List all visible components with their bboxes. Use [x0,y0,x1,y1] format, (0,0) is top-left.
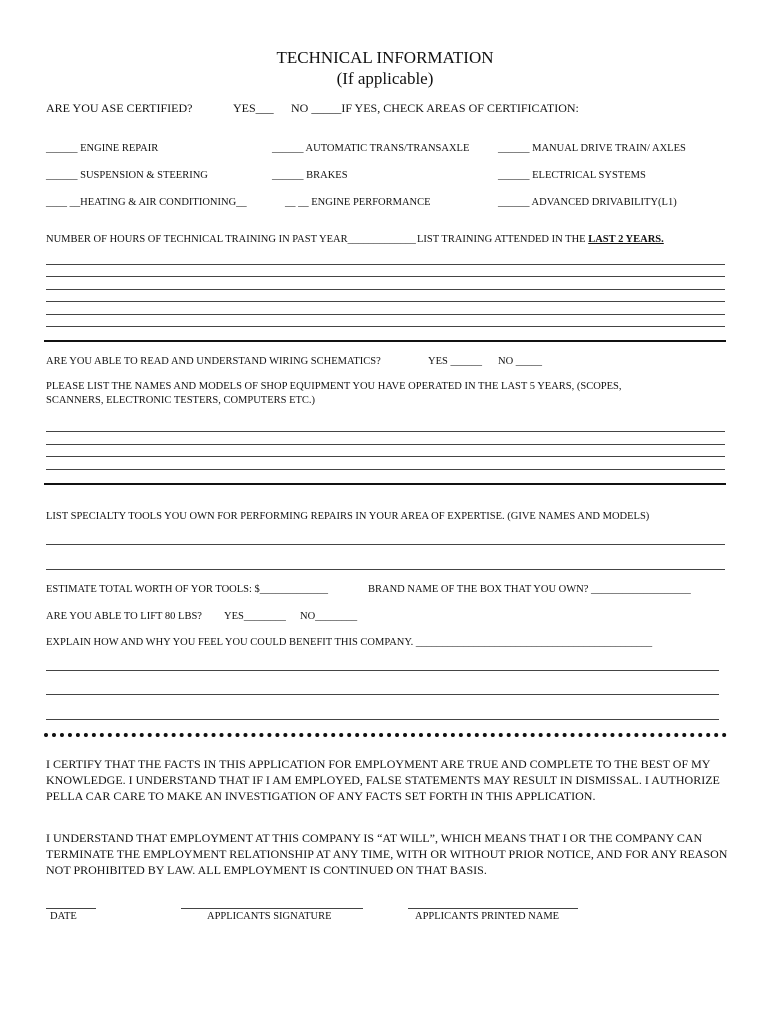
equipment-line[interactable] [46,444,725,445]
ase-yes-field[interactable]: YES___ [233,101,274,115]
equipment-question-line2: SCANNERS, ELECTRONIC TESTERS, COMPUTERS ETC.) [46,395,316,406]
ase-no-field[interactable]: NO _____IF YES, CHECK AREAS OF CERTIFICATION: [291,101,579,115]
signature-line[interactable] [181,908,363,909]
lift-question: ARE YOU ABLE TO LIFT 80 LBS? [46,611,202,622]
dotted-divider [44,733,727,737]
tools-line[interactable] [46,569,725,570]
training-list-emphasis: LAST 2 YEARS. [588,234,664,245]
tool-box-brand-field[interactable]: BRAND NAME OF THE BOX THAT YOU OWN? ___________________ [368,584,691,595]
training-line[interactable] [46,264,725,265]
training-line[interactable] [46,314,725,315]
tools-question: LIST SPECIALTY TOOLS YOU OWN FOR PERFORMING REPAIRS IN YOUR AREA OF EXPERTISE. (GIVE NAMES AND MODELS) [46,511,650,522]
area-automatic-trans[interactable]: ______ AUTOMATIC TRANS/TRANSAXLE [272,143,470,154]
wiring-no-field[interactable]: NO _____ [498,356,543,367]
training-hours-field[interactable]: NUMBER OF HOURS OF TECHNICAL TRAINING IN PAST YEAR_____________ [46,234,416,245]
equipment-line[interactable] [46,469,725,470]
section-divider [44,340,726,342]
benefit-line[interactable] [46,670,719,671]
area-engine-performance[interactable]: __ __ ENGINE PERFORMANCE [285,197,431,208]
benefit-line[interactable] [46,719,719,720]
lift-no-field[interactable]: NO________ [300,611,358,622]
area-electrical[interactable]: ______ ELECTRICAL SYSTEMS [498,170,646,181]
printed-name-label: APPLICANTS PRINTED NAME [415,911,560,922]
benefit-question: EXPLAIN HOW AND WHY YOU FEEL YOU COULD BENEFIT THIS COMPANY. _____________________________________________ [46,637,653,648]
date-label: DATE [50,911,77,922]
ase-question: ARE YOU ASE CERTIFIED? [46,101,193,115]
area-heating-ac[interactable]: ____ __HEATING & AIR CONDITIONING__ [46,197,247,208]
printed-name-line[interactable] [408,908,578,909]
section-divider [44,483,726,485]
page-subtitle: (If applicable) [336,69,434,88]
lift-yes-field[interactable]: YES________ [224,611,286,622]
area-manual-drive[interactable]: ______ MANUAL DRIVE TRAIN/ AXLES [498,143,686,154]
training-line[interactable] [46,289,725,290]
equipment-line[interactable] [46,431,725,432]
training-line[interactable] [46,326,725,327]
area-engine-repair[interactable]: ______ ENGINE REPAIR [46,143,159,154]
signature-label: APPLICANTS SIGNATURE [207,911,332,922]
training-list-label [417,234,664,245]
at-will-paragraph: I UNDERSTAND THAT EMPLOYMENT AT THIS COMPANY IS “AT WILL”, WHICH MEANS THAT I OR THE COMPANY CAN TERMINATE THE EMPLOYMENT RELATIONSHIP AT ANY TIME, WITH OR WITHOUT PRIOR NOTICE, AND FOR ANY REASON NOT PROHIBITED BY LAW. ALL EMPLOYMENT IS CONTINUED ON THAT BASIS. [46,831,728,877]
page-title: TECHNICAL INFORMATION [276,48,494,67]
equipment-line[interactable] [46,456,725,457]
area-advanced-drivability[interactable]: ______ ADVANCED DRIVABILITY(L1) [498,197,677,208]
training-line[interactable] [46,301,725,302]
tools-worth-field[interactable]: ESTIMATE TOTAL WORTH OF YOR TOOLS: $_____________ [46,584,329,595]
training-line[interactable] [46,276,725,277]
tools-line[interactable] [46,544,725,545]
date-line[interactable] [46,908,96,909]
area-suspension[interactable]: ______ SUSPENSION & STEERING [46,170,208,181]
benefit-line[interactable] [46,694,719,695]
equipment-question-line1: PLEASE LIST THE NAMES AND MODELS OF SHOP EQUIPMENT YOU HAVE OPERATED IN THE LAST 5 YEARS, (SCOPES, [46,381,622,392]
certify-paragraph: I CERTIFY THAT THE FACTS IN THIS APPLICATION FOR EMPLOYMENT ARE TRUE AND COMPLETE TO THE BEST OF MY KNOWLEDGE. I UNDERSTAND THAT IF I AM EMPLOYED, FALSE STATEMENTS MAY RESULT IN DISMISSAL. I AUTHORIZE PELLA CAR CARE TO MAKE AN INVESTIGATION OF ANY FACTS SET FORTH IN THIS APPLICATION. [46,757,720,803]
wiring-question: ARE YOU ABLE TO READ AND UNDERSTAND WIRING SCHEMATICS? [46,356,381,367]
wiring-yes-field[interactable]: YES ______ [428,356,482,367]
training-list-prefix: LIST TRAINING ATTENDED IN THE [417,234,589,245]
area-brakes[interactable]: ______ BRAKES [272,170,348,181]
